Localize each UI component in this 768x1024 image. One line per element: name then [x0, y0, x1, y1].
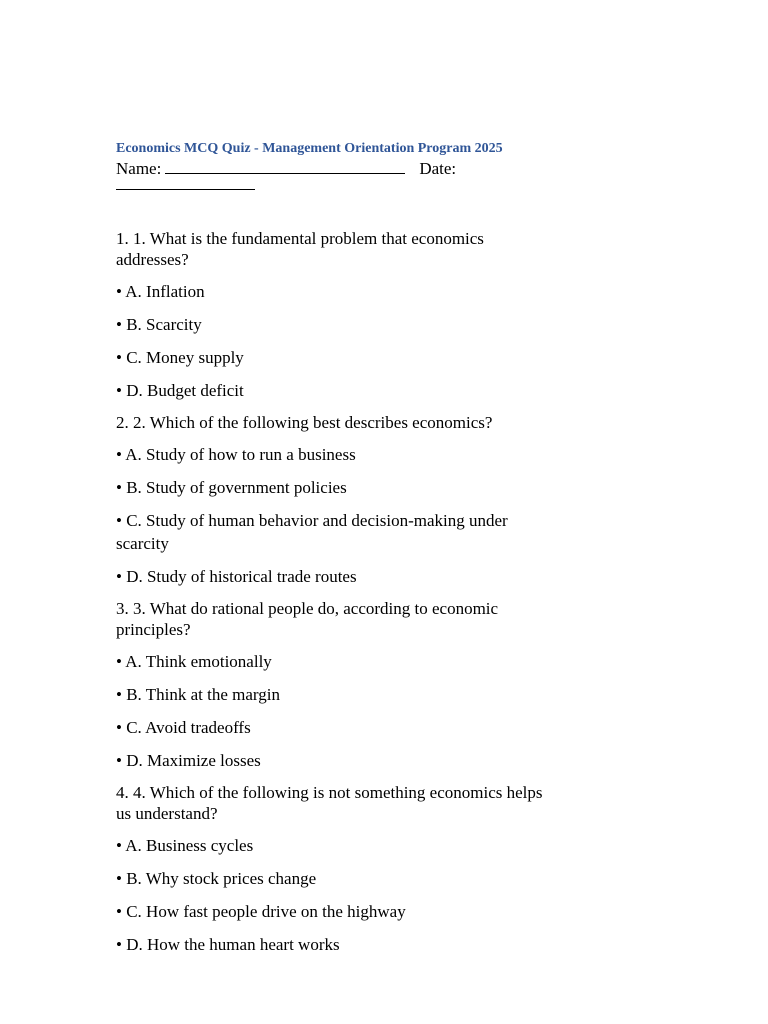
- question-2: 2. 2. Which of the following best describes economics?: [116, 413, 493, 432]
- question-2-option-d: • D. Study of historical trade routes: [116, 567, 357, 586]
- question-1-option-a: • A. Inflation: [116, 282, 205, 301]
- question-4-option-a: • A. Business cycles: [116, 836, 254, 855]
- question-1-option-d: • D. Budget deficit: [116, 381, 244, 400]
- name-label: Name:: [116, 159, 162, 178]
- question-3-option-c: • C. Avoid tradeoffs: [116, 718, 251, 737]
- question-4-option-d: • D. How the human heart works: [116, 935, 340, 954]
- quiz-title: Economics MCQ Quiz - Management Orientation Program 2025: [116, 141, 503, 156]
- questions-list: [116, 228, 556, 956]
- question-3: 3. 3. What do rational people do, according to economic principles?: [116, 599, 499, 639]
- question-3-option-b: • B. Think at the margin: [116, 685, 280, 704]
- date-label: Date:: [419, 159, 457, 178]
- question-1-option-b: • B. Scarcity: [116, 315, 202, 334]
- question-4-option-b: • B. Why stock prices change: [116, 869, 317, 888]
- question-2-option-b: • B. Study of government policies: [116, 478, 347, 497]
- question-1: 1. 1. What is the fundamental problem that economics addresses?: [116, 229, 484, 269]
- date-blank: [116, 181, 255, 190]
- question-block-1: [116, 228, 556, 402]
- question-block-2: [116, 412, 556, 588]
- question-4: 4. 4. Which of the following is not something economics helps us understand?: [116, 783, 543, 823]
- question-3-option-a: • A. Think emotionally: [116, 652, 272, 671]
- question-block-4: [116, 782, 556, 956]
- question-2-option-a: • A. Study of how to run a business: [116, 445, 356, 464]
- question-1-option-c: • C. Money supply: [116, 348, 244, 367]
- question-2-option-c: • C. Study of human behavior and decision-making under scarcity: [116, 511, 508, 553]
- name-blank: [165, 157, 405, 174]
- question-4-option-c: • C. How fast people drive on the highway: [116, 902, 406, 921]
- document-content: [116, 140, 556, 966]
- question-3-option-d: • D. Maximize losses: [116, 751, 261, 770]
- question-block-3: [116, 598, 556, 772]
- name-date-line: [116, 157, 556, 181]
